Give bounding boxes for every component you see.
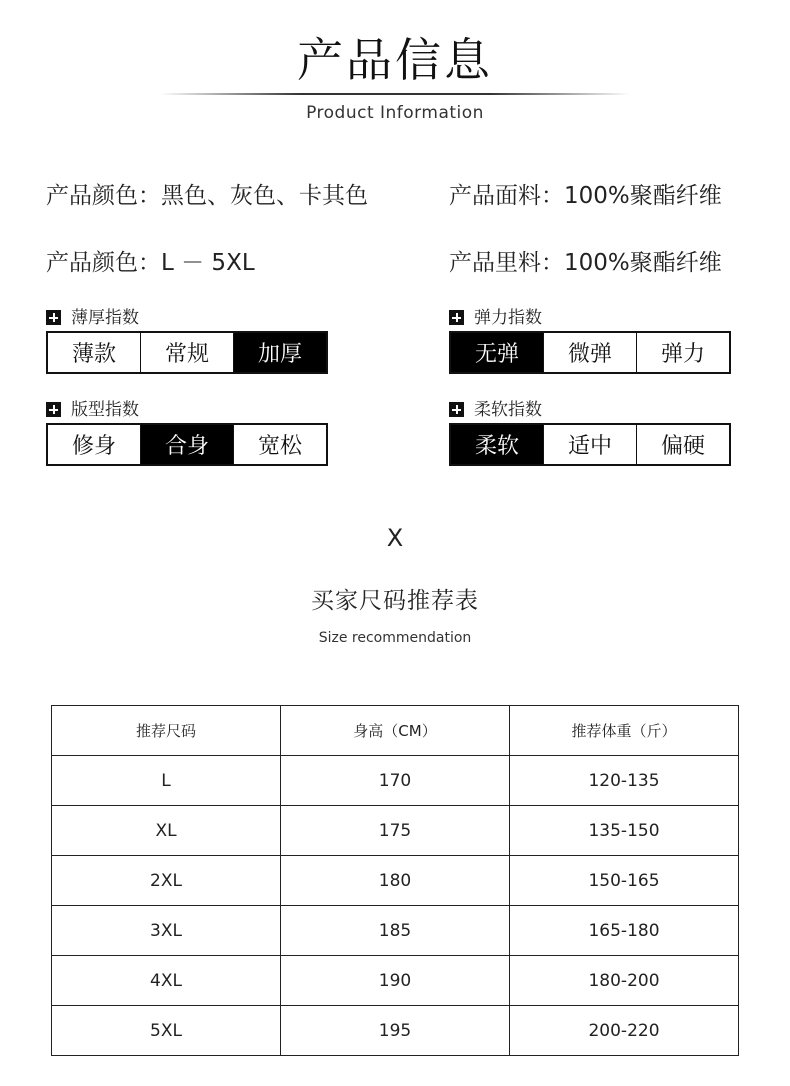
fit-index-title: 版型指数 xyxy=(71,400,139,420)
thickness-index-scale xyxy=(46,331,328,374)
thickness-option-thick: 加厚 xyxy=(233,333,326,372)
thickness-option-regular: 常规 xyxy=(140,333,233,372)
table-header-row xyxy=(52,706,739,756)
page-title: 产品信息 xyxy=(297,33,493,87)
thickness-index-heading xyxy=(46,303,139,328)
softness-index-scale xyxy=(449,423,731,466)
table-row xyxy=(52,956,739,1006)
plus-icon xyxy=(449,402,464,417)
weight-cell: 120-135 xyxy=(510,756,739,806)
size-section-title: 买家尺码推荐表 xyxy=(311,588,479,614)
height-cell: 190 xyxy=(281,956,510,1006)
size-cell: XL xyxy=(52,806,281,856)
size-table xyxy=(51,705,739,1056)
weight-cell: 135-150 xyxy=(510,806,739,856)
fit-option-regular: 合身 xyxy=(140,425,233,464)
height-cell: 175 xyxy=(281,806,510,856)
weight-cell: 200-220 xyxy=(510,1006,739,1056)
height-cell: 180 xyxy=(281,856,510,906)
elasticity-option-none: 无弹 xyxy=(451,333,543,372)
elasticity-option-slight: 微弹 xyxy=(543,333,636,372)
weight-cell: 165-180 xyxy=(510,906,739,956)
softness-index-heading xyxy=(449,395,542,420)
section-separator: X xyxy=(386,524,404,552)
size-cell: 2XL xyxy=(52,856,281,906)
elasticity-option-stretch: 弹力 xyxy=(636,333,729,372)
table-row xyxy=(52,856,739,906)
table-row xyxy=(52,1006,739,1056)
softness-option-soft: 柔软 xyxy=(451,425,543,464)
column-header-size: 推荐尺码 xyxy=(52,706,281,756)
product-lining-info: 产品里料：100%聚酯纤维 xyxy=(449,250,722,276)
title-divider xyxy=(160,93,630,95)
elasticity-index-title: 弹力指数 xyxy=(474,308,542,328)
height-cell: 195 xyxy=(281,1006,510,1056)
product-color-info: 产品颜色：黑色、灰色、卡其色 xyxy=(46,183,368,209)
weight-cell: 150-165 xyxy=(510,856,739,906)
table-row xyxy=(52,806,739,856)
thickness-option-thin: 薄款 xyxy=(48,333,140,372)
product-size-info: 产品颜色：L － 5XL xyxy=(46,250,255,276)
fit-index-heading xyxy=(46,395,139,420)
size-cell: 5XL xyxy=(52,1006,281,1056)
plus-icon xyxy=(46,310,61,325)
fit-option-loose: 宽松 xyxy=(233,425,326,464)
table-row xyxy=(52,906,739,956)
table-row xyxy=(52,756,739,806)
softness-option-medium: 适中 xyxy=(543,425,636,464)
size-cell: L xyxy=(52,756,281,806)
fit-index-scale xyxy=(46,423,328,466)
page-subtitle: Product Information xyxy=(306,103,484,123)
thickness-index-title: 薄厚指数 xyxy=(71,308,139,328)
height-cell: 170 xyxy=(281,756,510,806)
height-cell: 185 xyxy=(281,906,510,956)
column-header-height: 身高（CM） xyxy=(281,706,510,756)
size-section-subtitle: Size recommendation xyxy=(318,630,472,646)
softness-index-title: 柔软指数 xyxy=(474,400,542,420)
plus-icon xyxy=(46,402,61,417)
column-header-weight: 推荐体重（斤） xyxy=(510,706,739,756)
elasticity-index-scale xyxy=(449,331,731,374)
plus-icon xyxy=(449,310,464,325)
size-cell: 3XL xyxy=(52,906,281,956)
softness-option-stiff: 偏硬 xyxy=(636,425,729,464)
size-cell: 4XL xyxy=(52,956,281,1006)
weight-cell: 180-200 xyxy=(510,956,739,1006)
product-fabric-info: 产品面料：100%聚酯纤维 xyxy=(449,183,722,209)
elasticity-index-heading xyxy=(449,303,542,328)
fit-option-slim: 修身 xyxy=(48,425,140,464)
